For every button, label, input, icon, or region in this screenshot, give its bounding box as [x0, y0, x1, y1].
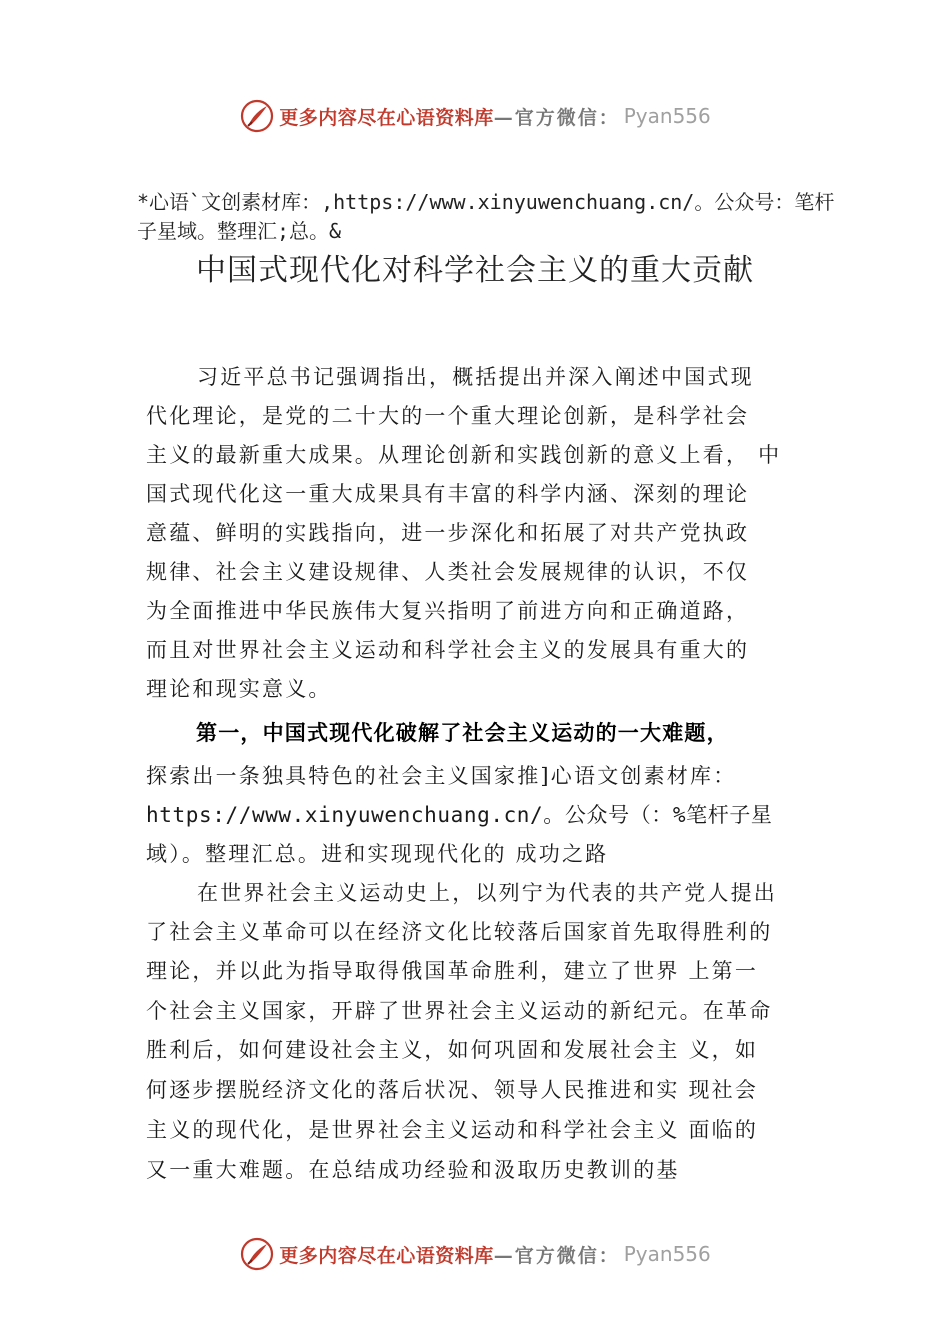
- body-line: 代化理论，是党的二十大的一个重大理论创新，是科学社会: [146, 404, 750, 428]
- body-line: 胜利后，如何建设社会主义，如何巩固和发展社会主 义，如: [146, 1038, 759, 1062]
- body-line: 域）。整理汇总。进和实现现代化的 成功之路: [146, 842, 609, 866]
- body-line: 规律、社会主义建设规律、人类社会发展规律的认识，不仅: [146, 560, 750, 584]
- body-line: 理论，并以此为指导取得俄国革命胜利，建立了世界 上第一: [146, 959, 759, 983]
- banner-site-name: 更多内容尽在心语资料库: [279, 1244, 494, 1267]
- document-title: 中国式现代化对科学社会主义的重大贡献: [196, 253, 754, 288]
- body-line: 国式现代化这一重大成果具有丰富的科学内涵、深刻的理论: [146, 482, 750, 506]
- body-line: 而且对世界社会主义运动和科学社会主义的发展具有重大的: [146, 638, 750, 662]
- footer-banner: [0, 1232, 950, 1276]
- body-line: https://www.xinyuwenchuang.cn/。公众号（：%笔杆子星: [146, 803, 773, 827]
- body-line: 在世界社会主义运动史上，以列宁为代表的共产党人提出: [197, 881, 777, 905]
- banner-wechat-handle: Pyan556: [623, 1242, 711, 1266]
- body-line: 习近平总书记强调指出，概括提出并深入阐述中国式现: [197, 365, 754, 389]
- body-line: 了社会主义革命可以在经济文化比较落后国家首先取得胜利的: [146, 920, 773, 944]
- quill-logo-icon: [239, 1236, 275, 1272]
- body-line: 为全面推进中华民族伟大复兴指明了前进方向和正确道路，: [146, 599, 750, 623]
- quill-logo-icon: [239, 98, 275, 134]
- body-line: 探索出一条独具特色的社会主义国家推]心语文创素材库：: [146, 764, 737, 788]
- body-line: 意蕴、鲜明的实践指向，进一步深化和拓展了对共产党执政: [146, 521, 750, 545]
- body-line: 何逐步摆脱经济文化的落后状况、领导人民推进和实 现社会: [146, 1078, 759, 1102]
- section-heading: 第一，中国式现代化破解了社会主义运动的一大难题，: [196, 721, 729, 745]
- body-line: 主义的现代化，是世界社会主义运动和科学社会主义 面临的: [146, 1118, 759, 1142]
- source-note: *心语`文创素材库：,https://www.xinyuwenchuang.cn/。公众号：笔杆子星域。整理汇;总。&: [137, 190, 835, 243]
- body-line: 又一重大难题。在总结成功经验和汲取历史教训的基: [146, 1158, 680, 1182]
- banner-site-name: 更多内容尽在心语资料库: [279, 106, 494, 129]
- body-line: 个社会主义国家，开辟了世界社会主义运动的新纪元。在革命: [146, 999, 773, 1023]
- header-banner: [0, 94, 950, 138]
- banner-wechat-label: —官方微信：: [493, 1244, 620, 1267]
- body-line: 理论和现实意义。: [146, 677, 332, 701]
- banner-wechat-handle: Pyan556: [623, 104, 711, 128]
- banner-wechat-label: —官方微信：: [493, 106, 620, 129]
- body-line: 主义的最新重大成果。从理论创新和实践创新的意义上看， 中: [146, 443, 782, 467]
